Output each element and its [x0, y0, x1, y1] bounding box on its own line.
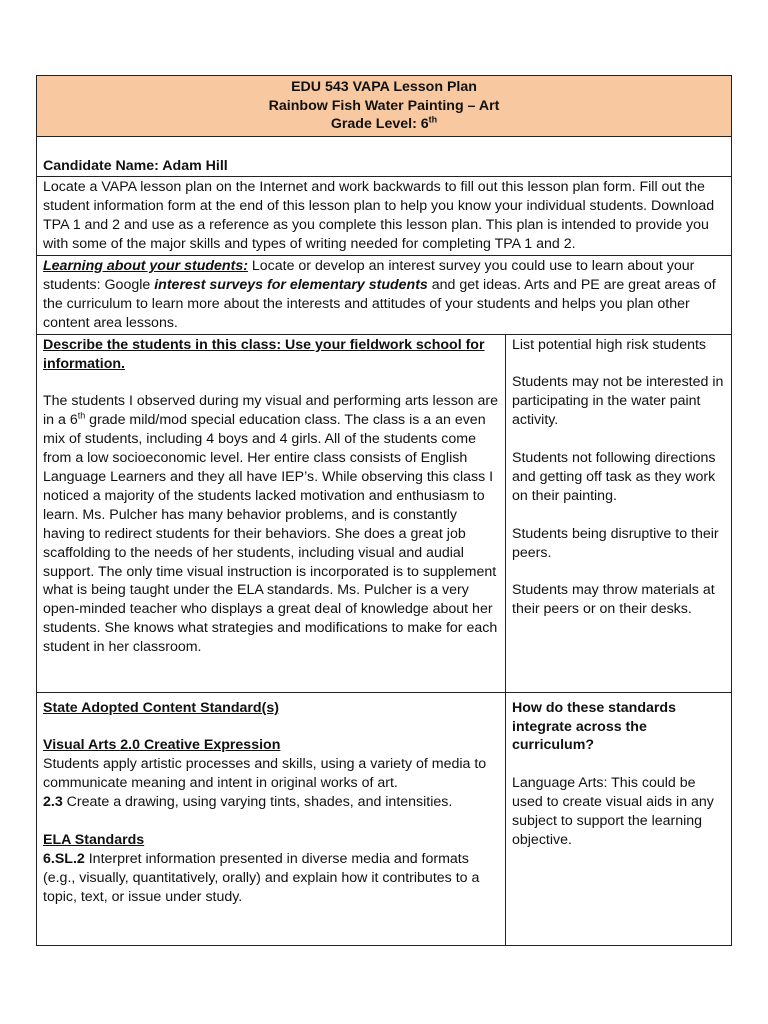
integrate-heading: How do these standards integrate across the curriculum?	[512, 699, 676, 754]
standards-heading: State Adopted Content Standard(s)	[43, 699, 279, 716]
visual-arts-heading: Visual Arts 2.0 Creative Expression	[43, 737, 281, 754]
risk-heading: List potential high risk students	[512, 336, 707, 353]
lesson-title: Rainbow Fish Water Painting – Art	[268, 97, 500, 114]
risk-item: Students not following directions and getting off task as they work on their painting.	[512, 450, 716, 504]
risk-item: Students may not be interested in participating in the water paint activity.	[512, 374, 724, 429]
title-cell	[37, 76, 732, 137]
risk-item: Students being disruptive to their peers.	[512, 525, 719, 561]
standards-cell	[37, 692, 506, 945]
standard-2-3: 2.3 Create a drawing, using varying tints, shades, and intensities.	[43, 794, 453, 811]
instructions-row	[37, 177, 732, 256]
candidate-name: Candidate Name: Adam Hill	[37, 157, 732, 177]
visual-arts-text: Students apply artistic processes and skills, using a variety of media to communicate meaning and intent in original works of art.	[43, 756, 487, 792]
candidate-row	[37, 136, 732, 157]
integrate-cell	[506, 692, 732, 945]
ela-heading: ELA Standards	[43, 831, 145, 848]
integrate-text: Language Arts: This could be used to create visual aids in any subject to support the learning objective.	[512, 775, 714, 848]
students-row	[37, 334, 732, 692]
describe-heading: Describe the students in this class: Use your fieldwork school for information.	[43, 336, 485, 372]
learning-cell: Learning about your students: Locate or develop an interest survey you could use to learn about your students: Google interest surveys for elementary students and get ideas. Arts and PE are great areas of the curriculum to learn more about the interests and attitudes of your students and helps you plan other content area lessons.	[37, 256, 732, 335]
standards-row	[37, 692, 732, 945]
risk-cell	[506, 334, 732, 692]
learning-heading: Learning about your students:	[43, 258, 248, 275]
risk-item: Students may throw materials at their peers or on their desks.	[512, 582, 715, 618]
describe-text: The students I observed during my visual and performing arts lesson are in a 6th grade mild/mod special education class. The class is a an even mix of students, including 4 boys and 4 girls. All of the students come from a low socioeconomic level. Her entire class consists of English Language Learners and they all have IEP’s. While observing this class I noticed a majority of the students lacked motivation and enthusiasm to learn. Ms. Pulcher has many behavior problems, and is constantly having to redirect students for their behaviors. She does a great job scaffolding to the needs of her students, including visual and audial support. The only time visual instruction is incorporated is to supplement what is being taught under the ELA standards. Ms. Pulcher is a very open-minded teacher who displays a great deal of knowledge about her students. She knows what strategies and modifications to make for each student in her classroom.	[43, 393, 499, 656]
candidate-cell	[37, 136, 732, 157]
title-row	[37, 76, 732, 137]
candidate-name-row	[37, 157, 732, 177]
learning-row	[37, 256, 732, 335]
standard-6-sl-2: 6.SL.2 Interpret information presented in diverse media and formats (e.g., visually, quantitatively, orally) and explain how it contributes to a topic, text, or issue under study.	[43, 850, 480, 905]
doc-title: EDU 543 VAPA Lesson Plan	[291, 79, 477, 95]
instructions-text: Locate a VAPA lesson plan on the Internet and work backwards to fill out this lesson plan form. Fill out the student information form at the end of this lesson plan to help you know your individual students. Download TPA 1 and 2 and use as a reference as you complete this lesson plan. This plan is intended to provide you with some of the major skills and types of writing needed for completing TPA 1 and 2.	[37, 177, 732, 256]
grade-level: Grade Level: 6th	[330, 114, 438, 132]
learning-emphasis: interest surveys for elementary students	[154, 276, 428, 293]
lesson-plan-page	[36, 75, 731, 946]
describe-cell	[37, 334, 506, 692]
lesson-plan-table	[36, 75, 732, 946]
